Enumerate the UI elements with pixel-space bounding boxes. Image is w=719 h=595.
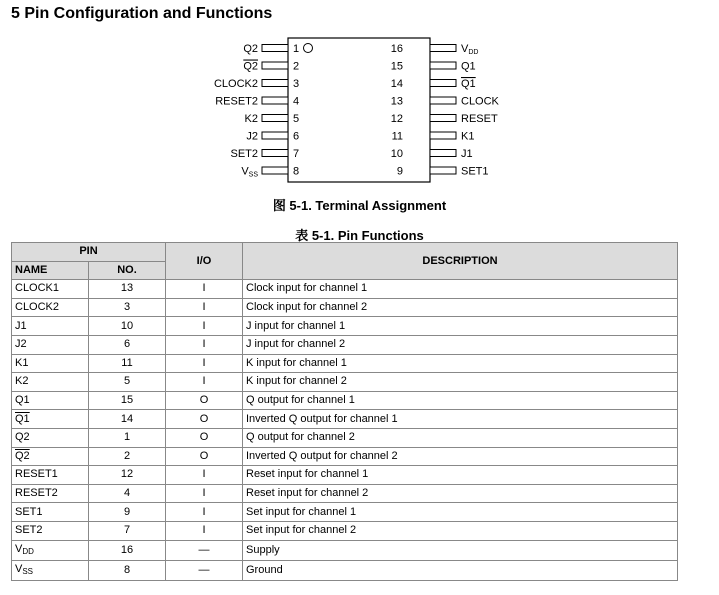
pin-io-cell [166, 503, 243, 522]
pin-number-cell [89, 410, 166, 429]
left-pin-number-text: 5 [293, 113, 300, 125]
pin-name-cell-text: Q2 [15, 449, 30, 462]
pin-name-cell [12, 466, 89, 485]
pin-name-cell [12, 391, 89, 410]
pin-lead [262, 167, 288, 174]
right-pin-label-text: V [461, 43, 469, 55]
left-pin-label [215, 96, 258, 108]
right-pin-label-text: K1 [461, 130, 475, 143]
pin-lead [430, 167, 456, 174]
table-row [12, 317, 678, 336]
pin-number-cell [89, 503, 166, 522]
pin-description-cell-text: Q output for channel 2 [246, 431, 355, 444]
right-pin-label-text: Q1 [461, 78, 476, 90]
pin-name-cell-text: Q2 [15, 431, 30, 444]
pin-io-cell-text: — [198, 543, 210, 556]
pin-number-cell-text: 7 [123, 524, 131, 537]
left-pin-number [293, 61, 299, 73]
right-pin-number [391, 61, 403, 73]
left-pin-label [243, 61, 258, 73]
left-pin-number-text: 2 [293, 60, 300, 73]
table-body [12, 280, 678, 580]
pin-io-cell [166, 391, 243, 410]
pin-lead [262, 80, 288, 87]
pin-description-cell [243, 373, 678, 392]
left-pin-label-subscript: SS [248, 171, 258, 179]
pin-name-cell-text: K2 [15, 375, 29, 388]
table-row [12, 391, 678, 410]
pin-number-cell [89, 298, 166, 317]
pin-lead [430, 97, 456, 104]
table-caption: 表 5-1. Pin Functions [295, 228, 424, 243]
pin-name-cell [12, 560, 89, 580]
pin-description-cell [243, 298, 678, 317]
left-pin-number-text: 4 [293, 95, 300, 108]
pin-description-cell [243, 484, 678, 503]
right-pin-label [461, 131, 474, 143]
pin-name-cell [12, 484, 89, 503]
pin-name-cell-text: K1 [15, 356, 29, 369]
figure-caption: 图 5-1. Terminal Assignment [272, 198, 447, 213]
pin-name-cell [12, 503, 89, 522]
pin-description-cell-text: Inverted Q output for channel 1 [246, 412, 398, 425]
right-pin-label [461, 78, 476, 90]
right-pin-label-subscript: DD [468, 49, 479, 56]
header-pin: PIN [12, 243, 166, 262]
pin-description-cell [243, 503, 678, 522]
pin-name-cell-text: CLOCK2 [15, 301, 60, 314]
pin-io-cell [166, 428, 243, 447]
pin-number-cell [89, 317, 166, 336]
pin-io-cell [166, 280, 243, 299]
left-pin-label [246, 131, 258, 143]
pin-number-cell [89, 466, 166, 485]
pin-description-cell-text: K input for channel 2 [246, 375, 347, 388]
right-pin-label-text: J1 [461, 148, 473, 160]
pin-description-cell-text: K input for channel 1 [246, 356, 347, 369]
pin-io-cell-text: I [202, 375, 206, 388]
table-row [12, 373, 678, 392]
pin-lead [262, 97, 288, 104]
table-row [12, 466, 678, 485]
right-pin-number-text: 10 [390, 148, 403, 160]
pin-io-cell [166, 447, 243, 466]
pin-io-cell-text: — [198, 563, 210, 576]
pin-io-cell-text: I [202, 319, 206, 332]
ic-body-outline [288, 38, 430, 182]
pin-lead [430, 80, 456, 87]
pin-description-cell [243, 354, 678, 373]
pin-io-cell [166, 540, 243, 560]
pin-description-cell-text: Reset input for channel 2 [246, 487, 369, 500]
right-pin-number [391, 148, 403, 160]
pin-number-cell-text: 14 [120, 412, 134, 425]
pin-io-cell [166, 466, 243, 485]
table-row [12, 503, 678, 522]
left-pin-label-text: K2 [244, 113, 258, 125]
pin-number-cell-text: 3 [123, 301, 131, 314]
left-pin-label-text: RESET2 [215, 95, 258, 108]
pin-name-cell [12, 447, 89, 466]
table-row [12, 335, 678, 354]
pin-description-cell [243, 428, 678, 447]
right-pin-label-text: SET1 [461, 165, 489, 178]
pin-io-cell-text: I [202, 282, 206, 295]
pin-number-cell [89, 540, 166, 560]
pin-name-cell [12, 335, 89, 354]
pin-number-cell [89, 391, 166, 410]
left-pin-label-text: SET2 [230, 148, 258, 160]
header-io: I/O [166, 243, 243, 280]
table-row [12, 540, 678, 560]
right-pin-label [461, 61, 476, 73]
pin-description-cell-text: Supply [246, 543, 280, 556]
left-pin-label-text: J2 [246, 130, 258, 143]
pin-name-cell [12, 280, 89, 299]
pin-description-cell [243, 335, 678, 354]
left-pin-label [241, 166, 258, 179]
right-pin-number [391, 113, 403, 125]
left-pin-number-text: 8 [293, 165, 300, 178]
pin-name-cell-text: SET1 [15, 505, 43, 518]
left-pin-number [293, 43, 299, 55]
pin-name-cell-text: SET2 [15, 524, 43, 537]
pin-io-cell [166, 298, 243, 317]
pin-io-cell-text: I [202, 338, 206, 351]
pin-functions-table [11, 242, 678, 581]
pin-name-cell [12, 298, 89, 317]
pin-description-cell [243, 540, 678, 560]
pin-io-cell [166, 484, 243, 503]
pin-number-cell-text: 8 [123, 563, 131, 576]
pin-number-cell-text: 13 [120, 282, 134, 295]
pin-description-cell-text: J input for channel 1 [246, 319, 346, 332]
table-row [12, 280, 678, 299]
pin-number-cell [89, 484, 166, 503]
pin-lead [262, 132, 288, 139]
pin-lead [262, 45, 288, 52]
pin-name-cell-text: RESET1 [15, 468, 58, 481]
pin-name-cell [12, 540, 89, 560]
pin-name-cell-text: Q1 [15, 412, 30, 425]
right-pin-label [461, 43, 478, 56]
pin-description-cell-text: J input for channel 2 [246, 338, 346, 351]
pin-io-cell [166, 521, 243, 540]
pin-number-cell-text: 9 [123, 505, 131, 518]
pin-number-cell [89, 428, 166, 447]
left-pin-label-text: CLOCK2 [213, 78, 258, 90]
table-row [12, 354, 678, 373]
pin-lead [430, 150, 456, 157]
pin-description-cell [243, 410, 678, 429]
ic-pinout-diagram [0, 0, 719, 200]
pin-name-cell-text: V [15, 542, 23, 555]
pin-io-cell-text: I [202, 524, 206, 537]
right-pin-number [391, 78, 403, 90]
pin-name-cell-text: J1 [15, 319, 27, 332]
pin-description-cell-text: Q output for channel 1 [246, 394, 355, 407]
pin-name-subscript: DD [22, 546, 34, 556]
pin-number-cell-text: 6 [123, 338, 131, 351]
pin-io-cell-text: O [199, 449, 209, 462]
pin-description-cell-text: Ground [246, 563, 283, 576]
right-pin-label [461, 96, 500, 108]
pin-name-cell [12, 521, 89, 540]
pin-io-cell [166, 317, 243, 336]
pin-number-cell [89, 447, 166, 466]
pin-name-cell [12, 410, 89, 429]
ic-package-body [288, 38, 430, 182]
right-pin-label [461, 113, 498, 125]
pin-name-cell [12, 373, 89, 392]
left-pin-number [293, 113, 299, 125]
section-title: 5 Pin Configuration and Functions [11, 5, 273, 22]
pin-number-cell-text: 2 [123, 449, 131, 462]
left-pin-label [230, 148, 258, 160]
right-pin-number [392, 131, 403, 143]
left-pin-number [293, 78, 299, 90]
left-pin-label-text: Q2 [243, 60, 258, 73]
pin-lead [430, 115, 456, 122]
pin-io-cell [166, 335, 243, 354]
pin-number-cell [89, 521, 166, 540]
right-pin-number-text: 16 [390, 43, 403, 55]
pin-io-cell-text: I [202, 356, 206, 369]
pin-lead [262, 150, 288, 157]
pin-name-subscript: SS [22, 566, 34, 576]
pin-number-cell-text: 11 [121, 356, 133, 369]
left-pin-number [293, 96, 299, 108]
left-pin-number [293, 166, 299, 178]
pin-number-cell-text: 5 [123, 375, 131, 388]
pin-number-cell [89, 335, 166, 354]
pin-io-cell [166, 560, 243, 580]
pin-name-cell [12, 317, 89, 336]
pin-io-cell-text: I [202, 301, 206, 314]
left-pin-number-text: 7 [293, 148, 300, 160]
right-pin-number-text: 12 [390, 113, 403, 125]
right-pin-number [397, 166, 403, 178]
pin-description-cell [243, 466, 678, 485]
pin-name-cell-text: J2 [15, 338, 27, 351]
pin-description-cell [243, 560, 678, 580]
left-pin-number-text: 6 [293, 130, 300, 143]
right-pin-label [461, 148, 473, 160]
table-row [12, 447, 678, 466]
pin-description-cell-text: Clock input for channel 2 [246, 301, 368, 314]
left-pin-number-text: 1 [293, 43, 300, 55]
pin-io-cell [166, 354, 243, 373]
header-name: NAME [12, 261, 89, 280]
table-row [12, 298, 678, 317]
pin-io-cell [166, 373, 243, 392]
pin-description-cell [243, 447, 678, 466]
left-pin-number-text: 3 [293, 78, 300, 90]
pin-name-cell-text: CLOCK1 [15, 282, 60, 295]
pin1-marker-icon [304, 44, 313, 53]
left-pin-group [214, 43, 299, 179]
pin-description-cell [243, 391, 678, 410]
right-pin-number-text: 13 [390, 95, 403, 108]
left-pin-number [293, 131, 299, 143]
pin-number-cell-text: 10 [120, 319, 134, 332]
left-pin-label-text: Q2 [243, 43, 258, 55]
right-pin-number-text: 11 [391, 130, 403, 143]
pin-description-cell-text: Set input for channel 2 [246, 524, 357, 537]
pin-number-cell-text: 12 [120, 468, 134, 481]
table-row [12, 484, 678, 503]
right-pin-label-text: CLOCK [461, 95, 499, 108]
table-row [12, 560, 678, 580]
pin-name-cell-text: V [15, 562, 23, 575]
pin-description-cell-text: Inverted Q output for channel 2 [246, 449, 398, 462]
pin-lead [262, 62, 288, 69]
right-pin-label [461, 166, 489, 178]
table-row [12, 428, 678, 447]
pin-lead [430, 132, 456, 139]
header-no: NO. [89, 261, 166, 280]
pin-description-cell-text: Reset input for channel 1 [246, 468, 369, 481]
pin-number-cell-text: 1 [123, 431, 131, 444]
pin-io-cell [166, 410, 243, 429]
pin-io-cell-text: I [202, 487, 206, 500]
pin-number-cell [89, 354, 166, 373]
pin-number-cell [89, 373, 166, 392]
left-pin-label [245, 113, 258, 125]
pin-number-cell-text: 15 [120, 394, 134, 407]
pin-name-cell-text: RESET2 [15, 487, 58, 500]
pin-lead [430, 45, 456, 52]
pin-description-cell [243, 280, 678, 299]
pin-description-cell [243, 317, 678, 336]
right-pin-number-text: 14 [390, 78, 403, 90]
pin-number-cell-text: 16 [120, 543, 134, 556]
pin-number-cell-text: 4 [123, 487, 131, 500]
pin-number-cell [89, 280, 166, 299]
table-row [12, 410, 678, 429]
pin-number-cell [89, 560, 166, 580]
right-pin-number [391, 43, 403, 55]
table-row [12, 521, 678, 540]
pin-description-cell-text: Clock input for channel 1 [246, 282, 368, 295]
pin-io-cell-text: O [199, 431, 209, 444]
pin-name-cell-text: Q1 [15, 394, 30, 407]
pin-name-cell [12, 354, 89, 373]
pin-description-cell [243, 521, 678, 540]
left-pin-label [243, 43, 258, 55]
pin-lead [430, 62, 456, 69]
pin-name-cell [12, 428, 89, 447]
right-pin-number [391, 96, 403, 108]
left-pin-label-text: V [241, 165, 249, 178]
right-pin-label-text: Q1 [461, 60, 476, 73]
pin-io-cell-text: O [199, 394, 209, 407]
pin-io-cell-text: O [199, 412, 209, 425]
right-pin-number-text: 9 [396, 165, 403, 178]
pin-description-cell-text: Set input for channel 1 [246, 505, 357, 518]
right-pin-label-text: RESET [461, 113, 498, 125]
header-description: DESCRIPTION [243, 243, 678, 280]
pin-io-cell-text: I [202, 505, 206, 518]
pin-io-cell-text: I [202, 468, 206, 481]
left-pin-number [293, 148, 299, 160]
right-pin-number-text: 15 [390, 60, 403, 73]
right-pin-group [391, 43, 500, 178]
table-header [12, 243, 678, 280]
pin-lead [262, 115, 288, 122]
left-pin-label [214, 78, 258, 90]
